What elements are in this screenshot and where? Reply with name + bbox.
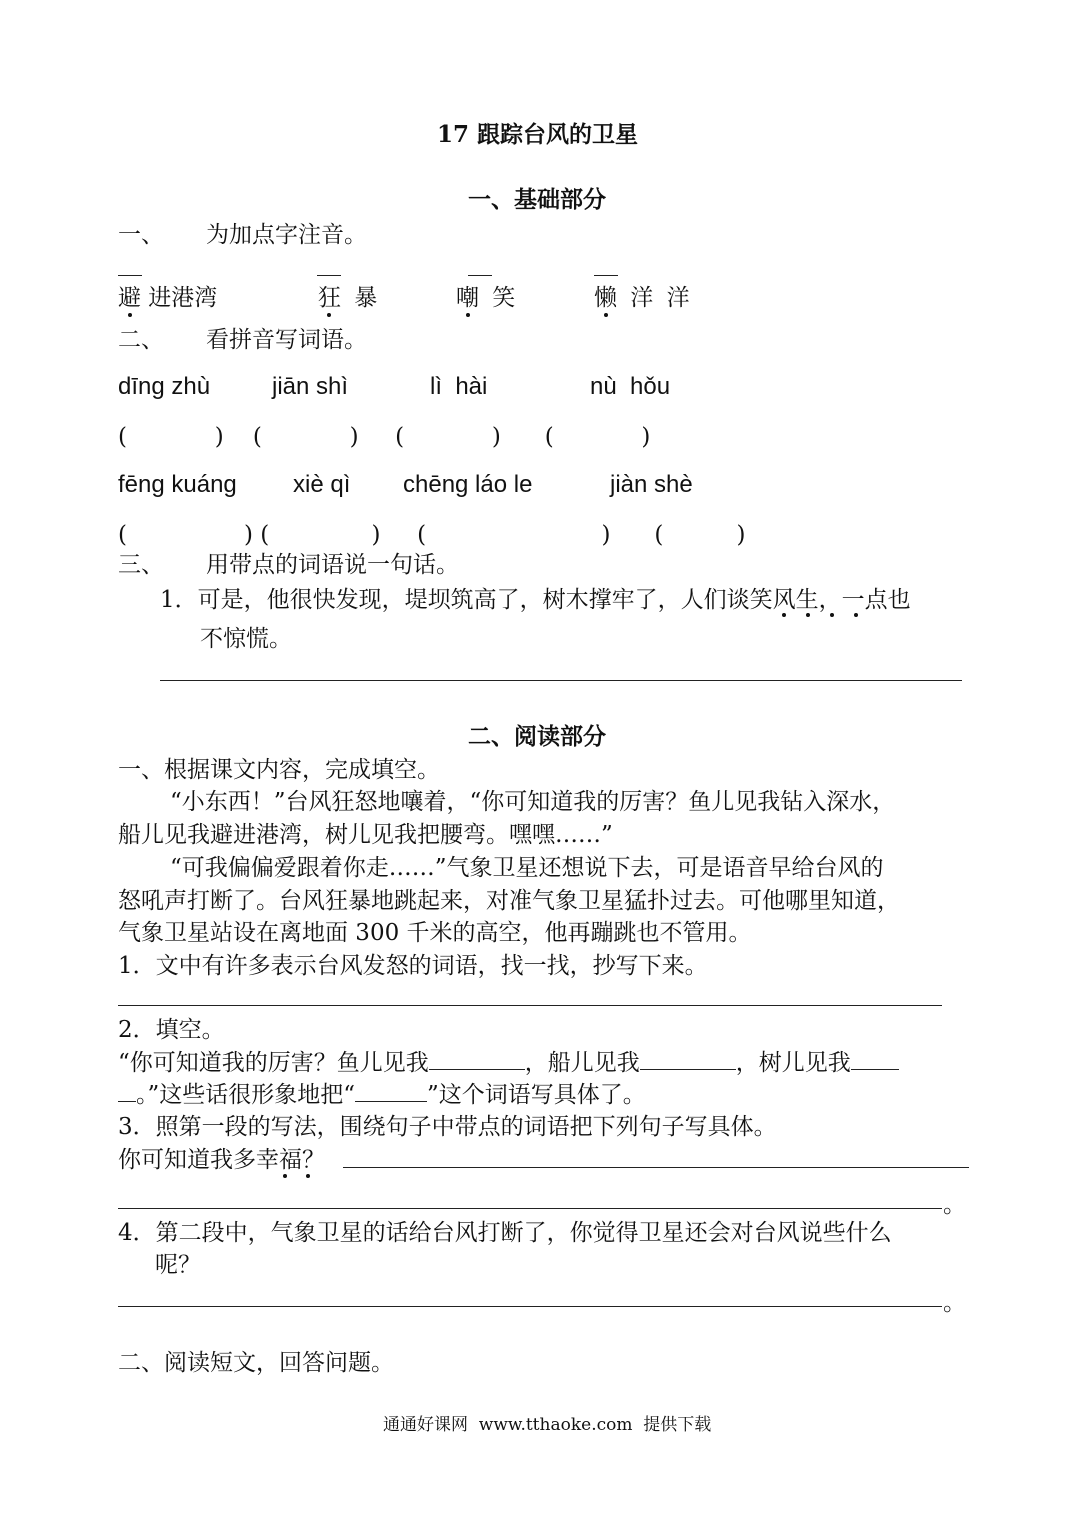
footer: 通通好课网 www.tthaoke.com 提供下载 [383, 1415, 712, 1435]
sentence: 你可知道我多幸福？ [118, 1147, 325, 1173]
answer-line[interactable] [118, 1005, 942, 1006]
pinyin-blank [118, 275, 142, 276]
sentence: 不惊慌。 [200, 626, 292, 652]
fill-text: ”这个词语写具体了。 [427, 1082, 646, 1108]
fill-text: “你可知道我的厉害？鱼儿见我 [118, 1050, 429, 1076]
question: 3．照第一段的写法，围绕句子中带点的词语把下列句子写具体。 [118, 1114, 777, 1140]
fill-line [118, 1080, 646, 1110]
emphasis-dot [128, 313, 132, 317]
section-heading-reading: 二、阅读部分 [468, 723, 606, 750]
answer-line[interactable] [118, 1306, 942, 1307]
pinyin-blank [594, 275, 618, 276]
pinyin-item: dīng zhù [118, 373, 211, 400]
emphasis-dot [854, 613, 858, 617]
fill-text: 。”这些话很形象地把“ [136, 1082, 356, 1108]
pinyin-item: jiàn shè [610, 471, 693, 498]
blank[interactable] [355, 1081, 427, 1102]
question-number: 三、 [118, 552, 164, 578]
emphasis-dot [306, 1174, 310, 1178]
emphasis-dot [782, 613, 786, 617]
passage-line: “小东西！”台风狂怒地嚷着，“你可知道我的厉害？鱼儿见我钻入深水， [170, 789, 896, 815]
emphasis-dot [806, 613, 810, 617]
question-text: 看拼音写词语。 [206, 327, 367, 353]
answer-brackets[interactable]: ( ) ( ) ( ) ( ) [118, 424, 651, 450]
question: 2．填空。 [118, 1017, 225, 1043]
fill-text: ，船儿见我 [524, 1050, 640, 1076]
answer-line[interactable] [118, 1208, 942, 1209]
answer-brackets[interactable]: ( ) ( ) ( ) ( ) [118, 522, 746, 548]
passage-line: 怒吼声打断了。台风狂暴地跳起来，对准气象卫星猛扑过去。可他哪里知道， [118, 888, 900, 914]
blank[interactable] [429, 1049, 525, 1070]
fill-text: ，树儿见我 [735, 1050, 851, 1076]
subsection-title: 一、根据课文内容，完成填空。 [118, 757, 440, 783]
pinyin-blank [468, 275, 492, 276]
blank[interactable] [118, 1081, 136, 1102]
passage-line: “可我偏偏爱跟着你走……”气象卫星还想说下去，可是语音早给台风的 [170, 855, 884, 881]
word-item: 狂 暴 [318, 285, 378, 311]
passage-line: 船儿见我避进港湾，树儿见我把腰弯。嘿嘿……” [118, 822, 613, 848]
question-text: 用带点的词语说一句话。 [206, 552, 459, 578]
question: 1．文中有许多表示台风发怒的词语，找一找，抄写下来。 [118, 953, 708, 979]
passage-line: 气象卫星站设在离地面 300 千米的高空，他再蹦跳也不管用。 [118, 920, 752, 946]
blank[interactable] [640, 1049, 736, 1070]
pinyin-item: lì hài [430, 373, 488, 400]
section-heading-basic: 一、基础部分 [468, 186, 606, 213]
emphasis-dot [466, 313, 470, 317]
word-item: 懒 洋 洋 [594, 285, 690, 311]
fill-line [118, 1048, 899, 1078]
end-mark: 。 [943, 1290, 966, 1316]
pinyin-item: jiān shì [272, 373, 349, 400]
emphasis-dot [604, 313, 608, 317]
blank[interactable] [851, 1049, 899, 1070]
question: 呢？ [155, 1252, 201, 1278]
word-item: 嘲 笑 [456, 285, 516, 311]
question-number: 二、 [118, 327, 164, 353]
pinyin-item: xiè qì [293, 471, 351, 498]
pinyin-item: chēng láo le [403, 471, 533, 498]
end-mark: 。 [943, 1192, 966, 1218]
pinyin-blank [317, 275, 341, 276]
emphasis-dot [327, 313, 331, 317]
answer-line[interactable] [160, 680, 962, 681]
sentence: 1．可是，他很快发现，堤坝筑高了，树木撑牢了，人们谈笑风生，一点也 [160, 587, 911, 613]
question-number: 一、 [118, 222, 164, 248]
subsection-title: 二、阅读短文，回答问题。 [118, 1350, 394, 1376]
page-title: 17 跟踪台风的卫星 [437, 121, 639, 148]
emphasis-dot [283, 1174, 287, 1178]
question: 4．第二段中，气象卫星的话给台风打断了，你觉得卫星还会对台风说些什么 [118, 1220, 892, 1246]
pinyin-item: nù hǒu [590, 373, 671, 400]
question-text: 为加点字注音。 [206, 222, 367, 248]
emphasis-dot [830, 613, 834, 617]
pinyin-item: fēng kuáng [118, 471, 237, 498]
answer-line[interactable] [343, 1167, 969, 1168]
word-item: 避 进港湾 [118, 285, 218, 311]
